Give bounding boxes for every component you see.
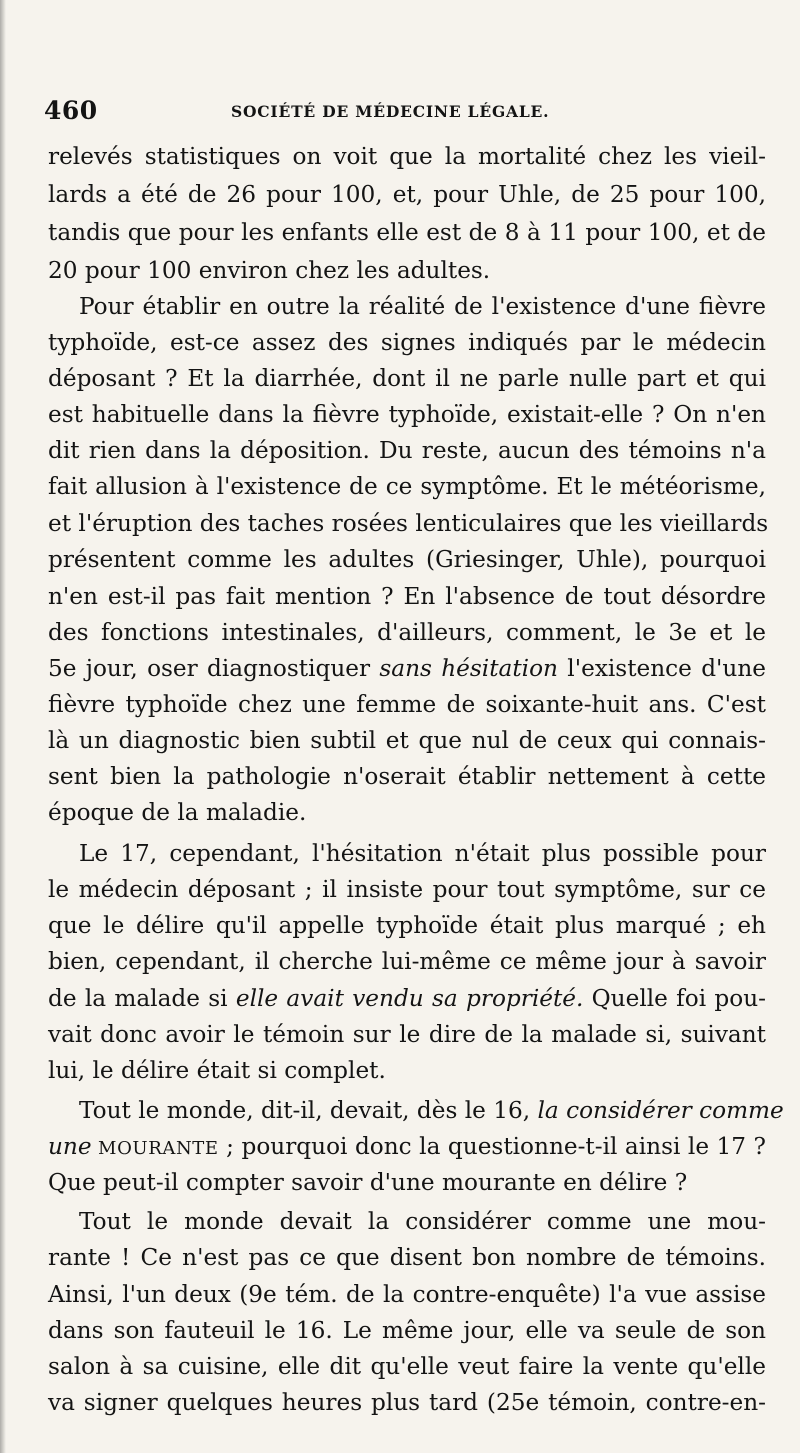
text-line: Ainsi, l'un deux (9e tém. de la contre-enquête) l'a vue assise bbox=[48, 1281, 766, 1308]
text-line: Que peut-il compter savoir d'une mourante en délire ? bbox=[48, 1169, 688, 1196]
text-line: dit rien dans la déposition. Du reste, aucun des témoins n'a bbox=[48, 437, 766, 464]
line-text: de la malade si bbox=[48, 985, 236, 1012]
text-line: fait allusion à l'existence de ce symptôme. Et le météorisme, bbox=[48, 473, 766, 500]
line-text: 5e jour, oser diagnostiquer bbox=[48, 655, 380, 682]
small-caps-word: MOURANTE bbox=[91, 1138, 219, 1159]
text-line: va signer quelques heures plus tard (25e témoin, contre-en- bbox=[48, 1389, 766, 1416]
line-text: Tout le monde, dit-il, devait, dès le 16, bbox=[79, 1097, 538, 1124]
text-line: tandis que pour les enfants elle est de 8 à 11 pour 100, et de bbox=[48, 219, 766, 246]
italic-phrase: la considérer comme bbox=[537, 1097, 784, 1124]
text-line: présentent comme les adultes (Griesinger, Uhle), pourquoi bbox=[48, 546, 766, 573]
text-line: époque de la maladie. bbox=[48, 799, 307, 826]
text-line: n'en est-il pas fait mention ? En l'absence de tout désordre bbox=[48, 583, 766, 610]
text-line: et l'éruption des taches rosées lenticulaires que les vieillards bbox=[48, 510, 769, 537]
text-line: sent bien la pathologie n'oserait établir nettement à cette bbox=[48, 763, 766, 790]
text-line: lards a été de 26 pour 100, et, pour Uhle, de 25 pour 100, bbox=[48, 181, 766, 208]
text-line: vait donc avoir le témoin sur le dire de la malade si, suivant bbox=[48, 1021, 766, 1048]
text-line: le médecin déposant ; il insiste pour tout symptôme, sur ce bbox=[48, 876, 766, 903]
page-number: 460 bbox=[44, 96, 98, 125]
text-line: déposant ? Et la diarrhée, dont il ne parle nulle part et qui bbox=[48, 365, 766, 392]
line-text: l'existence d'une bbox=[558, 655, 767, 682]
italic-phrase: une bbox=[48, 1133, 92, 1160]
text-line bbox=[48, 980, 766, 1018]
paragraph-first-line: Pour établir en outre la réalité de l'existence d'une fièvre bbox=[79, 293, 766, 320]
page-edge-shadow bbox=[0, 0, 6, 1453]
text-line: fièvre typhoïde chez une femme de soixante-huit ans. C'est bbox=[48, 691, 766, 718]
text-line bbox=[48, 1128, 766, 1166]
text-line: lui, le délire était si complet. bbox=[48, 1057, 386, 1084]
line-text: Quelle foi pou- bbox=[583, 985, 766, 1012]
paragraph-first-line: Tout le monde devait la considérer comme une mou- bbox=[79, 1208, 766, 1235]
paragraph-first-line bbox=[79, 1092, 784, 1130]
text-line: 20 pour 100 environ chez les adultes. bbox=[48, 257, 491, 284]
text-line: relevés statistiques on voit que la mortalité chez les vieil- bbox=[48, 143, 766, 170]
running-title: SOCIÉTÉ DE MÉDECINE LÉGALE. bbox=[231, 102, 550, 121]
text-line: dans son fauteuil le 16. Le même jour, elle va seule de son bbox=[48, 1317, 766, 1344]
paragraph-first-line: Le 17, cependant, l'hésitation n'était plus possible pour bbox=[79, 840, 766, 867]
page-header bbox=[44, 96, 760, 130]
text-line: est habituelle dans la fièvre typhoïde, existait-elle ? On n'en bbox=[48, 401, 766, 428]
text-line: des fonctions intestinales, d'ailleurs, comment, le 3e et le bbox=[48, 619, 766, 646]
italic-phrase: sans hésitation bbox=[379, 655, 558, 682]
text-line: là un diagnostic bien subtil et que nul de ceux qui connais- bbox=[48, 727, 766, 754]
text-line: typhoïde, est-ce assez des signes indiqués par le médecin bbox=[48, 329, 766, 356]
text-line bbox=[48, 650, 766, 688]
text-line: que le délire qu'il appelle typhoïde était plus marqué ; eh bbox=[48, 912, 766, 939]
text-line: rante ! Ce n'est pas ce que disent bon nombre de témoins. bbox=[48, 1244, 766, 1271]
line-text: ; pourquoi donc la questionne-t-il ainsi le 17 ? bbox=[218, 1133, 766, 1160]
text-line: bien, cependant, il cherche lui-même ce même jour à savoir bbox=[48, 948, 766, 975]
italic-phrase: elle avait vendu sa propriété. bbox=[235, 985, 584, 1012]
text-line: salon à sa cuisine, elle dit qu'elle veut faire la vente qu'elle bbox=[48, 1353, 766, 1380]
